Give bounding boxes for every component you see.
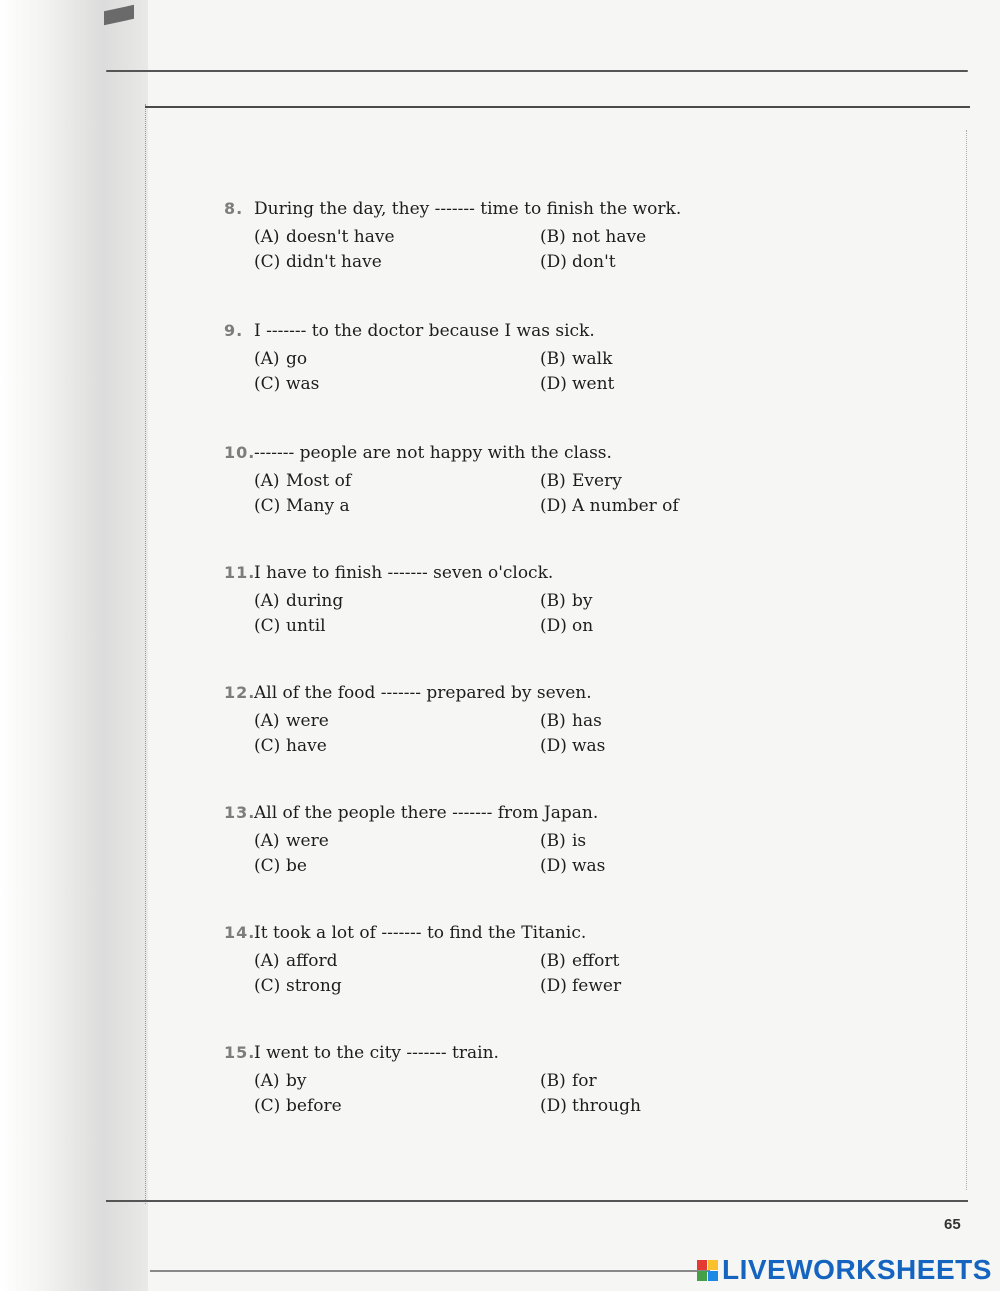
question-number: 11.: [224, 563, 256, 582]
option-text: on: [572, 616, 594, 636]
option-b[interactable]: [540, 471, 622, 491]
option-letter: (D): [540, 616, 567, 636]
option-text: have: [286, 736, 327, 756]
option-text: doesn't have: [286, 227, 395, 247]
option-b[interactable]: [540, 831, 586, 851]
option-c[interactable]: [254, 252, 382, 272]
option-text: were: [286, 711, 329, 731]
logo-block: [708, 1271, 718, 1281]
option-d[interactable]: [540, 496, 679, 516]
option-d[interactable]: [540, 1096, 641, 1116]
book-spine-shadow: [0, 0, 148, 1291]
logo-block: [697, 1271, 707, 1281]
option-d[interactable]: [540, 374, 614, 394]
option-d[interactable]: [540, 616, 593, 636]
option-text: by: [572, 591, 593, 611]
option-text: was: [286, 374, 320, 394]
option-letter: (B): [540, 349, 566, 369]
option-letter: (C): [254, 374, 281, 394]
option-letter: (A): [254, 591, 280, 611]
option-text: fewer: [572, 976, 622, 996]
option-letter: (D): [540, 374, 567, 394]
option-text: go: [286, 349, 308, 369]
option-letter: (B): [540, 471, 566, 491]
question-number: 8.: [224, 199, 244, 218]
option-text: through: [572, 1096, 641, 1116]
option-text: has: [572, 711, 602, 731]
option-text: is: [572, 831, 587, 851]
option-a[interactable]: [254, 711, 329, 731]
option-text: don't: [572, 252, 616, 272]
option-letter: (C): [254, 856, 281, 876]
question-text: All of the people there ------- from Japan.: [254, 803, 599, 823]
option-letter: (A): [254, 831, 280, 851]
option-c[interactable]: [254, 736, 327, 756]
option-b[interactable]: [540, 591, 593, 611]
question-text: I have to finish ------- seven o'clock.: [254, 563, 554, 583]
question-text: During the day, they ------- time to finish the work.: [254, 199, 682, 219]
option-text: not have: [572, 227, 647, 247]
option-letter: (A): [254, 1071, 280, 1091]
question-number: 12.: [224, 683, 256, 702]
option-letter: (D): [540, 496, 567, 516]
option-c[interactable]: [254, 976, 342, 996]
option-b[interactable]: [540, 711, 602, 731]
frame-right-border: [966, 130, 968, 1190]
question-10: [224, 443, 924, 521]
option-letter: (B): [540, 831, 566, 851]
option-text: was: [572, 736, 606, 756]
option-d[interactable]: [540, 856, 605, 876]
question-text: It took a lot of ------- to find the Titanic.: [254, 923, 587, 943]
option-text: walk: [572, 349, 613, 369]
option-a[interactable]: [254, 471, 351, 491]
options: [254, 1071, 924, 1121]
option-d[interactable]: [540, 976, 621, 996]
option-c[interactable]: [254, 374, 319, 394]
options: [254, 349, 924, 399]
option-letter: (C): [254, 616, 281, 636]
bottom-rule: [106, 1200, 968, 1202]
option-text: didn't have: [286, 252, 382, 272]
question-8: [224, 199, 924, 277]
option-letter: (B): [540, 227, 566, 247]
question-text: All of the food ------- prepared by seven.: [254, 683, 592, 703]
option-text: Many a: [286, 496, 350, 516]
option-letter: (C): [254, 1096, 281, 1116]
option-a[interactable]: [254, 831, 329, 851]
option-text: afford: [286, 951, 338, 971]
options: [254, 831, 924, 881]
question-number: 9.: [224, 321, 244, 340]
option-b[interactable]: [540, 349, 612, 369]
frame-top-rule: [145, 106, 970, 108]
option-text: by: [286, 1071, 307, 1091]
option-d[interactable]: [540, 736, 605, 756]
question-number: 13.: [224, 803, 256, 822]
question-13: [224, 803, 924, 881]
option-text: was: [572, 856, 606, 876]
option-letter: (B): [540, 711, 566, 731]
option-letter: (D): [540, 856, 567, 876]
question-9: [224, 321, 924, 399]
logo-block: [697, 1260, 707, 1270]
top-rule: [106, 70, 968, 72]
option-d[interactable]: [540, 252, 616, 272]
option-letter: (D): [540, 1096, 567, 1116]
option-text: strong: [286, 976, 342, 996]
footer-rule: [150, 1270, 710, 1272]
logo-text: LIVEWORKSHEETS: [722, 1254, 992, 1285]
question-15: [224, 1043, 924, 1121]
page-number: 65: [944, 1216, 961, 1233]
question-text: ------- people are not happy with the class.: [254, 443, 612, 463]
question-11: [224, 563, 924, 641]
option-letter: (C): [254, 252, 281, 272]
question-number: 10.: [224, 443, 256, 462]
option-text: went: [572, 374, 615, 394]
option-text: during: [286, 591, 344, 611]
option-text: Most of: [286, 471, 352, 491]
option-text: A number of: [572, 496, 679, 516]
option-c[interactable]: [254, 616, 326, 636]
option-letter: (C): [254, 496, 281, 516]
option-b[interactable]: [540, 1071, 597, 1091]
option-text: be: [286, 856, 307, 876]
option-c[interactable]: [254, 496, 350, 516]
logo-blocks-icon: [697, 1260, 718, 1281]
option-a[interactable]: [254, 349, 307, 369]
option-text: before: [286, 1096, 342, 1116]
option-letter: (D): [540, 736, 567, 756]
option-text: Every: [572, 471, 622, 491]
option-letter: (A): [254, 471, 280, 491]
option-text: until: [286, 616, 326, 636]
option-letter: (A): [254, 349, 280, 369]
options: [254, 471, 924, 521]
option-text: for: [572, 1071, 597, 1091]
question-text: I ------- to the doctor because I was sick.: [254, 321, 595, 341]
option-a[interactable]: [254, 591, 343, 611]
option-letter: (C): [254, 736, 281, 756]
option-letter: (A): [254, 711, 280, 731]
option-b[interactable]: [540, 227, 646, 247]
option-a[interactable]: [254, 227, 395, 247]
option-c[interactable]: [254, 856, 307, 876]
question-12: [224, 683, 924, 761]
option-c[interactable]: [254, 1096, 342, 1116]
logo-block: [708, 1260, 718, 1270]
question-14: [224, 923, 924, 1001]
option-letter: (B): [540, 951, 566, 971]
question-text: I went to the city ------- train.: [254, 1043, 499, 1063]
option-b[interactable]: [540, 951, 619, 971]
liveworksheets-logo: [697, 1254, 992, 1286]
options: [254, 951, 924, 1001]
question-number: 15.: [224, 1043, 256, 1062]
options: [254, 227, 924, 277]
option-text: were: [286, 831, 329, 851]
option-letter: (B): [540, 591, 566, 611]
option-a[interactable]: [254, 1071, 307, 1091]
question-number: 14.: [224, 923, 256, 942]
option-letter: (B): [540, 1071, 566, 1091]
options: [254, 711, 924, 761]
option-letter: (D): [540, 976, 567, 996]
option-a[interactable]: [254, 951, 337, 971]
option-letter: (A): [254, 951, 280, 971]
options: [254, 591, 924, 641]
option-letter: (D): [540, 252, 567, 272]
option-letter: (A): [254, 227, 280, 247]
option-letter: (C): [254, 976, 281, 996]
option-text: effort: [572, 951, 620, 971]
